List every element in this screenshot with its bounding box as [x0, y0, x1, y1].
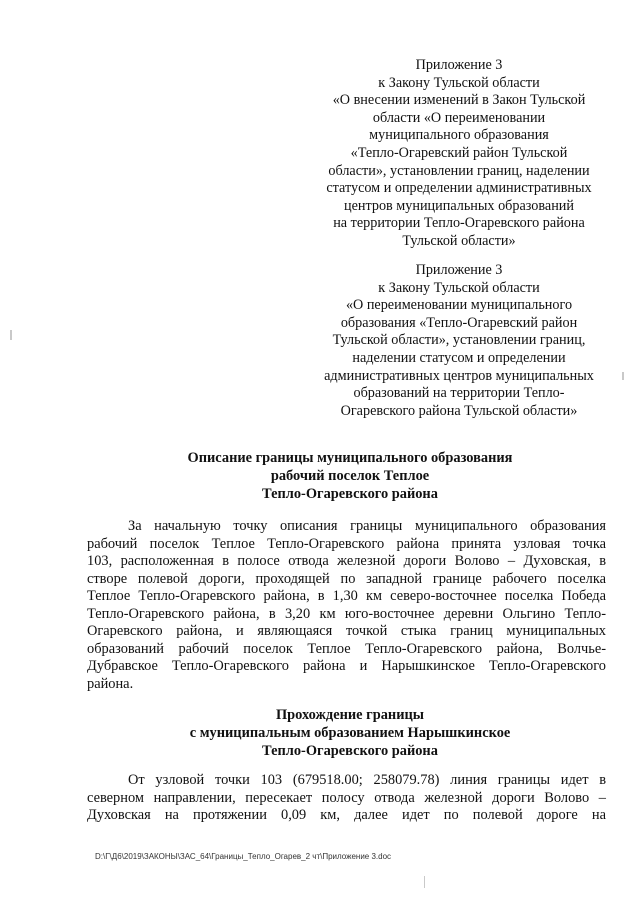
title-line: Прохождение границы: [275, 707, 425, 723]
paragraph-line: района.: [87, 675, 134, 692]
paragraph-line: северном направлении, пересекает полосу отвода железной дороги Волово –: [87, 789, 606, 806]
scan-artifact: [622, 372, 624, 380]
scan-artifact: [10, 330, 12, 340]
appendix-line: центров муниципальных образований: [344, 197, 574, 214]
title-line: Тепло-Огаревского района: [262, 486, 438, 502]
paragraph-line: Тепло-Огаревского района, в 3,20 км юго-восточнее деревни Ольгино Тепло-: [87, 605, 606, 622]
boundary-passage-paragraph: [87, 772, 606, 825]
paragraph-line: Огаревского района, и являющаяся точкой стыка границ муниципальных: [87, 623, 606, 639]
appendix-line: области», установлении границ, наделении: [328, 162, 590, 179]
appendix-line: «Тепло-Огаревский район Тульской: [350, 144, 568, 161]
appendix-line: области «О переименовании: [372, 109, 546, 126]
title-line: с муниципальным образованием Нарышкинское: [189, 725, 511, 741]
appendix-line: Огаревского района Тульской области»: [340, 402, 578, 419]
paragraph-line: рабочий поселок Теплое Тепло-Огаревского района принята узловая точка: [87, 535, 606, 552]
appendix-line: административных центров муниципальных: [324, 367, 594, 384]
paragraph-line: створе полевой дороги, проходящей по западной границе рабочего поселка: [87, 570, 606, 587]
appendix-line: образований на территории Тепло-: [353, 385, 565, 402]
appendix-line: наделении статусом и определении: [352, 349, 566, 366]
appendix-line: к Закону Тульской области: [378, 74, 540, 91]
paragraph-line: Духовская на протяжении 0,09 км, далее идет по полевой дороге на: [87, 807, 606, 823]
appendix-line: Приложение 3: [415, 262, 503, 278]
appendix-line: Тульской области»: [402, 232, 516, 249]
appendix-line: «О переименовании муниципального: [345, 297, 573, 314]
appendix-line: к Закону Тульской области: [378, 279, 540, 296]
appendix-line: образования «Тепло-Огаревский район: [340, 314, 578, 331]
boundary-passage-title: [90, 706, 610, 760]
paragraph-line: 103, расположенная в полосе отвода железной дороги Волово – Духовская, в: [87, 553, 606, 569]
appendix-header-original: [300, 262, 618, 420]
appendix-line: на территории Тепло-Огаревского района: [333, 215, 585, 232]
title-line: Тепло-Огаревского района: [262, 743, 438, 759]
appendix-header-amended: [300, 57, 618, 251]
scan-artifact: [424, 876, 425, 888]
paragraph-line: От узловой точки 103 (679518.00; 258079.78) линия границы идет в: [128, 772, 606, 788]
appendix-line: статусом и определении административных: [326, 180, 592, 197]
paragraph-line: Дубравское Тепло-Огаревского района и Нарышкинское Тепло-Огаревского: [87, 658, 606, 674]
appendix-line: «О внесении изменений в Закон Тульской: [332, 92, 586, 109]
title-line: Описание границы муниципального образования: [187, 450, 513, 466]
footer-file-path: D:\Г\Д6\2019\ЗАКОНЫ\ЗАС_64\Границы_Тепло_Огарев_2 чт\Приложение 3.doc: [95, 852, 392, 861]
appendix-line: Приложение 3: [415, 57, 503, 73]
paragraph-line: За начальную точку описания границы муниципального образования: [128, 518, 606, 534]
paragraph-line: Теплое Тепло-Огаревского района, в 1,30 км северо-восточнее поселка Победа: [87, 588, 606, 604]
paragraph-line: образований рабочий поселок Теплое Тепло-Огаревского района, Волчье-: [87, 640, 606, 657]
boundary-description-title: [90, 449, 610, 503]
appendix-line: Тульской области», установлении границ,: [332, 332, 586, 349]
boundary-description-paragraph: [87, 518, 606, 693]
title-line: рабочий поселок Теплое: [270, 468, 430, 484]
appendix-line: муниципального образования: [369, 127, 549, 144]
